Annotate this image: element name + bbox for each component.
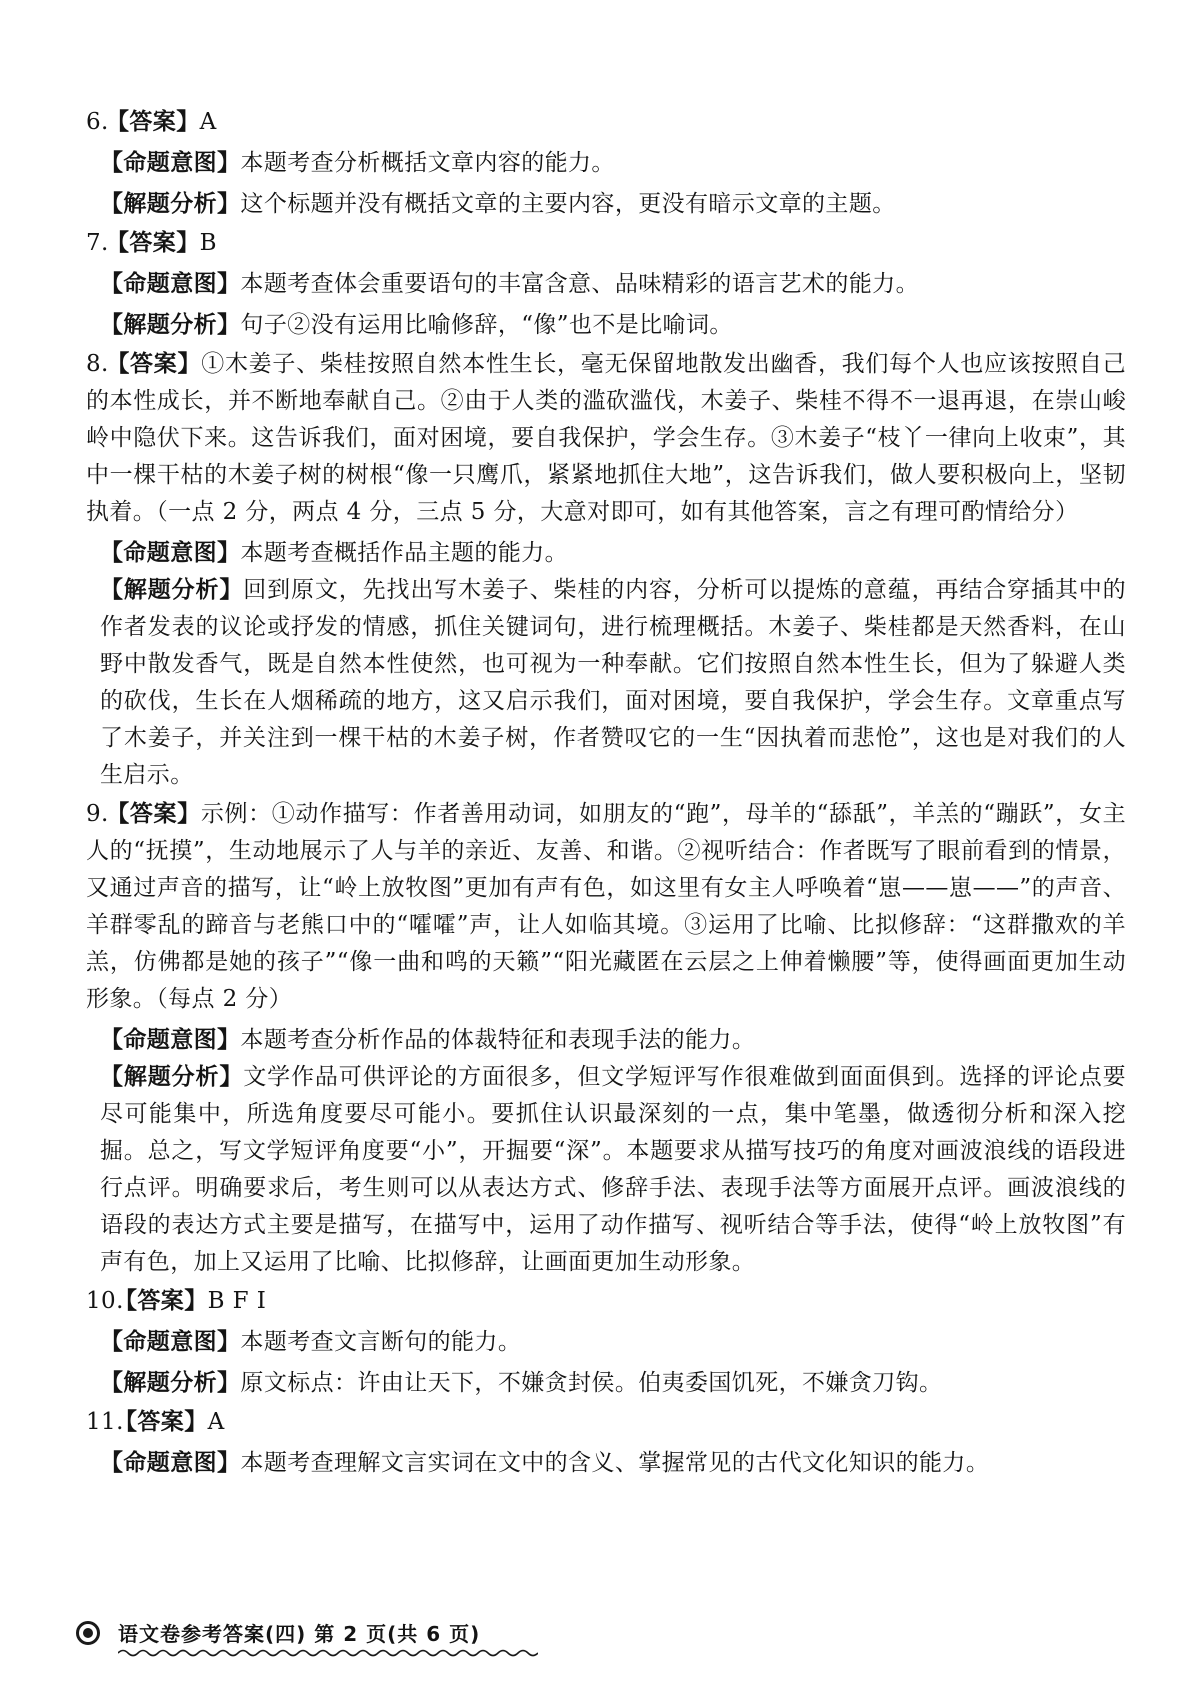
intent-text: 本题考查体会重要语句的丰富含意、品味精彩的语言艺术的能力。 xyxy=(240,271,920,297)
question-7 xyxy=(86,225,1126,344)
page-footer xyxy=(76,1618,480,1647)
intent-text: 本题考查概括作品主题的能力。 xyxy=(240,540,569,566)
answer-line xyxy=(86,225,1126,262)
intent-text: 本题考查分析概括文章内容的能力。 xyxy=(240,150,615,176)
intent-label: 【 命题意图 】 xyxy=(100,1450,240,1476)
intent-text: 本题考查分析作品的体裁特征和表现手法的能力。 xyxy=(240,1027,756,1053)
question-number: 10. xyxy=(86,1288,124,1314)
intent-line xyxy=(100,535,1126,572)
question-number: 11. xyxy=(86,1409,124,1435)
question-number: 8. xyxy=(86,351,109,377)
intent-label: 【 命题意图 】 xyxy=(100,540,240,566)
answer-label: 【 答案 】 xyxy=(106,351,201,377)
analysis-text: 回到原文，先找出写木姜子、柴桂的内容，分析可以提炼的意蕴，再结合穿插其中的作者发表的议论或抒发的情感，抓住关键词句，进行梳理概括。木姜子、柴桂都是天然香料，在山野中散发香气，既是自然本性使然，也可视为一种奉献。它们按照自然本性生长，但为了躲避人类的砍伐，生长在人烟稀疏的地方，这又启示我们，面对困境，要自我保护，学会生存。文章重点写了木姜子，并关注到一棵干枯的木姜子树，作者赞叹它的一生“因执着而悲怆”，这也是对我们的人生启示。 xyxy=(100,577,1126,788)
answer-label: 【 答案 】 xyxy=(106,801,201,827)
analysis-text: 原文标点：许由让天下，不嫌贪封侯。伯夷委国饥死，不嫌贪刀钩。 xyxy=(240,1370,943,1396)
circle-logo-icon xyxy=(76,1621,100,1645)
answer-text: A xyxy=(199,109,217,135)
answer-line xyxy=(86,1283,1126,1320)
intent-label: 【 命题意图 】 xyxy=(100,271,240,297)
analysis-label: 【 解题分析 】 xyxy=(100,1370,240,1396)
analysis-text: 文学作品可供评论的方面很多，但文学短评写作很难做到面面俱到。选择的评论点要尽可能集中，所选角度要尽可能小。要抓住认识最深刻的一点，集中笔墨，做透彻分析和深入挖掘。总之，写文学短评角度要“小”，开掘要“深”。本题要求从描写技巧的角度对画波浪线的语段进行点评。明确要求后，考生则可以从表达方式、修辞手法、表现手法等方面展开点评。画波浪线的语段的表达方式主要是描写，在描写中，运用了动作描写、视听结合等手法，使得“岭上放牧图”有声有色，加上又运用了比喻、比拟修辞，让画面更加生动形象。 xyxy=(100,1064,1126,1275)
question-number: 6. xyxy=(86,109,109,135)
analysis-text: 这个标题并没有概括文章的主要内容，更没有暗示文章的主题。 xyxy=(240,191,896,217)
answer-line xyxy=(86,1404,1126,1441)
analysis-text: 句子②没有运用比喻修辞，“像”也不是比喻词。 xyxy=(240,312,733,338)
analysis-line xyxy=(100,186,1126,223)
answer-label: 【 答案 】 xyxy=(114,1288,208,1314)
footer-text: 语文卷参考答案(四) 第 2 页(共 6 页) xyxy=(118,1622,481,1646)
question-number: 7. xyxy=(86,230,109,256)
analysis-label: 【 解题分析 】 xyxy=(100,577,243,603)
intent-text: 本题考查文言断句的能力。 xyxy=(240,1329,522,1355)
answer-label: 【 答案 】 xyxy=(106,230,200,256)
intent-line xyxy=(100,1324,1126,1361)
question-10 xyxy=(86,1283,1126,1402)
question-8 xyxy=(86,346,1126,794)
intent-line xyxy=(100,1022,1126,1059)
answer-label: 【 答案 】 xyxy=(114,1409,208,1435)
answer-text: ①木姜子、柴桂按照自然本性生长，毫无保留地散发出幽香，我们每个人也应该按照自己的本性成长，并不断地奉献自己。②由于人类的滥砍滥伐，木姜子、柴桂不得不一退再退，在崇山峻岭中隐伏下来。这告诉我们，面对困境，要自我保护，学会生存。③木姜子“枝丫一律向上收束”，其中一棵干枯的木姜子树的树根“像一只鹰爪，紧紧地抓住大地”，这告诉我们，做人要积极向上，坚韧执着。（一点 2 分，两点 4 分，三点 5 分，大意对即可，如有其他答案，言之有理可酌情给分） xyxy=(86,351,1126,525)
analysis-label: 【 解题分析 】 xyxy=(100,1064,243,1090)
intent-label: 【 命题意图 】 xyxy=(100,1027,240,1053)
question-11 xyxy=(86,1404,1126,1482)
question-9 xyxy=(86,796,1126,1281)
analysis-label: 【 解题分析 】 xyxy=(100,312,240,338)
intent-text: 本题考查理解文言实词在文中的含义、掌握常见的古代文化知识的能力。 xyxy=(240,1450,990,1476)
question-6 xyxy=(86,104,1126,223)
answer-label: 【 答案 】 xyxy=(106,109,200,135)
answer-line xyxy=(86,104,1126,141)
analysis-line xyxy=(100,572,1126,794)
answer-text: B F I xyxy=(207,1288,267,1314)
answer-line xyxy=(86,796,1126,1018)
intent-line xyxy=(100,1445,1126,1482)
answer-text: 示例：①动作描写：作者善用动词，如朋友的“跑”，母羊的“舔舐”，羊羔的“蹦跃”，女主人的“抚摸”，生动地展示了人与羊的亲近、友善、和谐。②视听结合：作者既写了眼前看到的情景，又通过声音的描写，让“岭上放牧图”更加有声有色，如这里有女主人呼唤着“崽——崽——”的声音、羊群零乱的蹄音与老熊口中的“嚯嚯”声，让人如临其境。③运用了比喻、比拟修辞：“这群撒欢的羊羔，仿佛都是她的孩子”“像一曲和鸣的天籁”“阳光藏匿在云层之上伸着懒腰”等，使得画面更加生动形象。（每点 2 分） xyxy=(86,801,1126,1012)
intent-line xyxy=(100,266,1126,303)
question-number: 9. xyxy=(86,801,109,827)
intent-label: 【 命题意图 】 xyxy=(100,150,240,176)
wavy-underline-icon xyxy=(118,1648,538,1658)
analysis-line xyxy=(100,307,1126,344)
answer-text: A xyxy=(207,1409,225,1435)
answer-text: B xyxy=(199,230,217,256)
intent-label: 【 命题意图 】 xyxy=(100,1329,240,1355)
analysis-line xyxy=(100,1059,1126,1281)
answer-line xyxy=(86,346,1126,531)
analysis-label: 【 解题分析 】 xyxy=(100,191,240,217)
answer-content xyxy=(86,104,1126,1482)
analysis-line xyxy=(100,1365,1126,1402)
intent-line xyxy=(100,145,1126,182)
